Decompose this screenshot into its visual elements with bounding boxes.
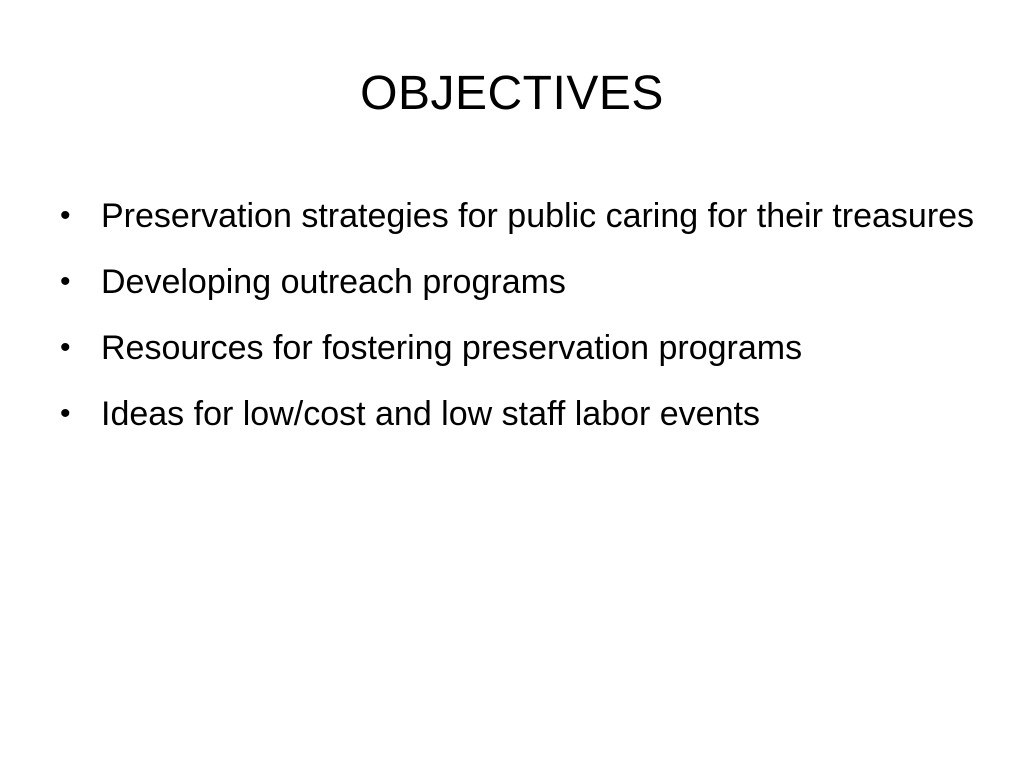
bullet-item — [60, 322, 980, 374]
bullet-item — [60, 256, 980, 308]
slide-title: OBJECTIVES — [360, 67, 664, 120]
bullet-dot-icon: • — [60, 331, 71, 364]
bullet-dot-icon: • — [60, 397, 71, 430]
bullet-dot-icon: • — [60, 265, 71, 298]
bullet-text: Resources for fostering preservation programs — [101, 329, 803, 367]
bullet-item — [60, 190, 980, 242]
bullet-item — [60, 388, 980, 440]
bullet-text: Developing outreach programs — [101, 263, 566, 301]
bullet-text: Ideas for low/cost and low staff labor events — [101, 395, 760, 433]
bullet-text: Preservation strategies for public caring for their treasures — [101, 197, 975, 235]
bullet-dot-icon: • — [60, 199, 71, 232]
bullet-list — [60, 190, 980, 454]
